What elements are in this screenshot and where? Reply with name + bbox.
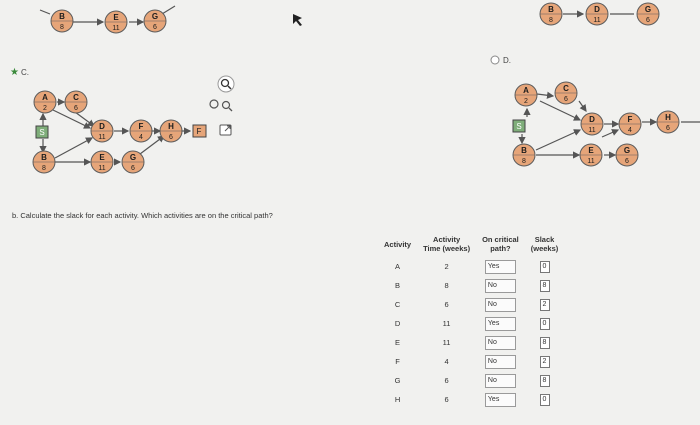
svg-text:2: 2 bbox=[43, 105, 47, 112]
activity-cell: F bbox=[395, 357, 400, 366]
node-c bbox=[555, 82, 577, 104]
svg-text:6: 6 bbox=[625, 158, 629, 165]
time-cell: 4 bbox=[444, 357, 449, 366]
svg-text:A: A bbox=[523, 86, 529, 95]
svg-text:G: G bbox=[623, 146, 631, 155]
activity-cell: E bbox=[395, 338, 401, 347]
time-cell: 6 bbox=[444, 300, 449, 309]
node-e bbox=[580, 144, 602, 166]
option-d-label: D. bbox=[503, 56, 511, 65]
time-cell: 11 bbox=[442, 319, 451, 328]
header-critical-path: On critical path? bbox=[482, 235, 519, 253]
node-f bbox=[130, 120, 152, 142]
svg-text:B: B bbox=[521, 146, 527, 155]
node-e bbox=[91, 151, 113, 173]
node-g bbox=[616, 144, 638, 166]
svg-text:6: 6 bbox=[131, 165, 135, 172]
slack-input[interactable]: 0 bbox=[540, 394, 550, 406]
cursor-icon bbox=[293, 14, 302, 26]
top-right-network bbox=[540, 3, 659, 25]
svg-text:C: C bbox=[563, 84, 569, 93]
table-row bbox=[378, 371, 564, 390]
critical-path-dropdown[interactable]: No bbox=[485, 355, 516, 369]
header-activity-time: Activity Time (weeks) bbox=[423, 235, 471, 253]
critical-path-dropdown[interactable]: No bbox=[485, 298, 516, 312]
svg-text:4: 4 bbox=[139, 134, 143, 141]
svg-text:D: D bbox=[594, 5, 600, 14]
svg-text:E: E bbox=[99, 153, 105, 162]
slack-input[interactable]: 2 bbox=[540, 356, 550, 368]
slack-input[interactable]: 0 bbox=[540, 318, 550, 330]
activity-cell: A bbox=[395, 262, 401, 271]
table-row bbox=[378, 295, 564, 314]
node-b bbox=[540, 3, 562, 25]
node-g bbox=[637, 3, 659, 25]
svg-text:8: 8 bbox=[42, 165, 46, 172]
svg-text:H: H bbox=[665, 113, 671, 122]
time-cell: 11 bbox=[442, 338, 451, 347]
svg-text:6: 6 bbox=[74, 105, 78, 112]
critical-path-dropdown[interactable]: Yes bbox=[485, 317, 516, 331]
svg-text:6: 6 bbox=[646, 17, 650, 24]
top-left-network bbox=[40, 6, 175, 33]
time-cell: 6 bbox=[444, 395, 449, 404]
node-g bbox=[144, 10, 166, 32]
node-h bbox=[160, 120, 182, 142]
start-node bbox=[36, 126, 48, 138]
svg-text:B: B bbox=[41, 153, 47, 162]
zoom-in-icon[interactable] bbox=[218, 76, 234, 92]
svg-text:F: F bbox=[196, 127, 202, 136]
svg-text:11: 11 bbox=[588, 127, 596, 134]
time-cell: 6 bbox=[444, 376, 449, 385]
slack-input[interactable]: 2 bbox=[540, 299, 550, 311]
svg-text:S: S bbox=[516, 122, 522, 131]
slack-input[interactable]: 8 bbox=[540, 280, 550, 292]
time-cell: 2 bbox=[444, 262, 449, 271]
critical-path-dropdown[interactable]: No bbox=[485, 279, 516, 293]
network-diagram-d bbox=[513, 82, 700, 166]
svg-text:8: 8 bbox=[549, 17, 553, 24]
slack-table bbox=[378, 231, 564, 409]
svg-text:4: 4 bbox=[628, 127, 632, 134]
node-b bbox=[51, 10, 73, 32]
critical-path-dropdown[interactable]: No bbox=[485, 374, 516, 388]
svg-text:D: D bbox=[99, 122, 105, 131]
critical-path-dropdown[interactable]: Yes bbox=[485, 393, 516, 407]
svg-text:H: H bbox=[168, 122, 174, 131]
table-row bbox=[378, 333, 564, 352]
node-a bbox=[515, 84, 537, 106]
table-row bbox=[378, 276, 564, 295]
svg-text:G: G bbox=[644, 5, 652, 14]
node-f bbox=[619, 113, 641, 135]
header-slack: Slack (weeks) bbox=[530, 235, 559, 253]
node-h bbox=[657, 111, 679, 133]
svg-text:E: E bbox=[113, 13, 119, 22]
svg-text:F: F bbox=[138, 122, 144, 131]
node-a bbox=[34, 91, 56, 113]
svg-text:C: C bbox=[73, 93, 79, 102]
node-c bbox=[65, 91, 87, 113]
table-header-row bbox=[378, 231, 564, 257]
node-b bbox=[513, 144, 535, 166]
question-text: b. Calculate the slack for each activity. Which activities are on the critical path? bbox=[12, 211, 273, 220]
finish-node bbox=[193, 125, 206, 137]
option-c-label: C. bbox=[21, 68, 29, 77]
svg-text:G: G bbox=[129, 153, 137, 162]
svg-text:6: 6 bbox=[564, 96, 568, 103]
svg-text:11: 11 bbox=[98, 165, 106, 172]
zoom-out-icon[interactable] bbox=[223, 102, 233, 112]
start-node bbox=[513, 120, 525, 132]
table-row bbox=[378, 257, 564, 276]
node-d bbox=[91, 120, 113, 142]
activity-cell: H bbox=[394, 395, 401, 404]
svg-text:11: 11 bbox=[112, 25, 120, 32]
svg-text:6: 6 bbox=[169, 134, 173, 141]
star-icon: ★ bbox=[10, 67, 19, 78]
node-g bbox=[122, 151, 144, 173]
svg-text:B: B bbox=[548, 5, 554, 14]
network-diagram-c bbox=[33, 91, 206, 173]
svg-text:E: E bbox=[588, 146, 594, 155]
svg-text:11: 11 bbox=[593, 17, 601, 24]
activity-cell: B bbox=[395, 281, 401, 290]
svg-text:S: S bbox=[39, 128, 45, 137]
svg-text:F: F bbox=[627, 115, 633, 124]
activity-cell: C bbox=[394, 300, 401, 309]
slack-input[interactable]: 8 bbox=[540, 375, 550, 387]
reset-icon[interactable] bbox=[210, 100, 218, 108]
table-row bbox=[378, 352, 564, 371]
svg-text:11: 11 bbox=[98, 134, 106, 141]
svg-text:2: 2 bbox=[524, 98, 528, 105]
critical-path-dropdown[interactable]: Yes bbox=[485, 260, 516, 274]
external-link-icon[interactable] bbox=[220, 125, 231, 135]
svg-text:8: 8 bbox=[60, 24, 64, 31]
svg-text:G: G bbox=[151, 12, 159, 21]
svg-text:8: 8 bbox=[522, 158, 526, 165]
svg-text:A: A bbox=[42, 93, 48, 102]
node-b bbox=[33, 151, 55, 173]
svg-text:B: B bbox=[59, 12, 65, 21]
header-activity: Activity bbox=[384, 239, 412, 249]
svg-text:6: 6 bbox=[666, 125, 670, 132]
node-e bbox=[105, 11, 127, 33]
node-d bbox=[586, 3, 608, 25]
activity-cell: D bbox=[394, 319, 401, 328]
slack-input[interactable]: 0 bbox=[540, 261, 550, 273]
critical-path-dropdown[interactable]: No bbox=[485, 336, 516, 350]
table-row bbox=[378, 390, 564, 409]
node-d bbox=[581, 113, 603, 135]
time-cell: 8 bbox=[444, 281, 449, 290]
option-d-radio[interactable] bbox=[491, 56, 499, 64]
svg-text:D: D bbox=[589, 115, 595, 124]
slack-input[interactable]: 8 bbox=[540, 337, 550, 349]
table-row bbox=[378, 314, 564, 333]
svg-text:11: 11 bbox=[587, 158, 595, 165]
activity-cell: G bbox=[394, 376, 401, 385]
svg-text:6: 6 bbox=[153, 24, 157, 31]
